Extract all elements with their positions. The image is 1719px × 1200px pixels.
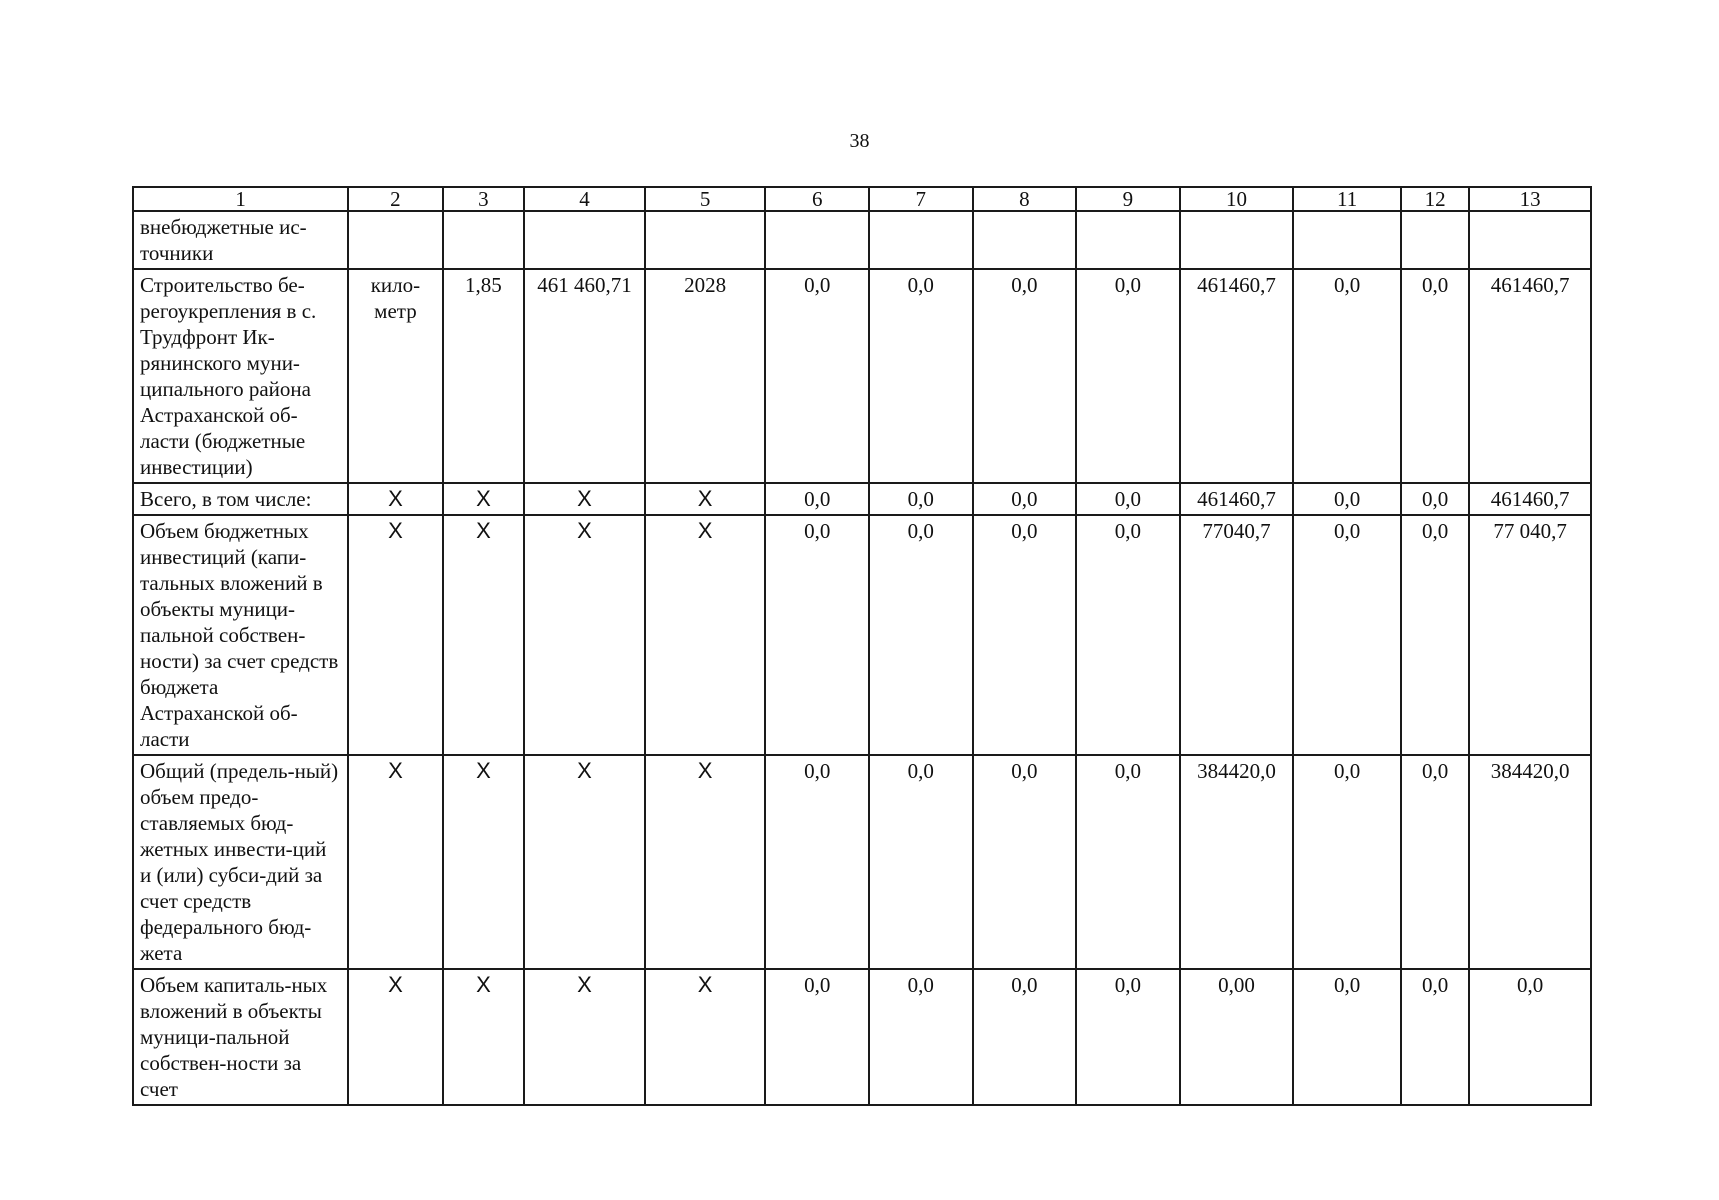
table-cell: 1,85	[443, 269, 524, 483]
table-cell: X	[443, 515, 524, 755]
column-header: 12	[1401, 187, 1469, 211]
table-cell: 0,0	[1401, 483, 1469, 515]
table-cell: X	[348, 483, 443, 515]
table-cell: 0,0	[973, 483, 1077, 515]
table-cell: 0,0	[1401, 969, 1469, 1105]
table-cell: X	[524, 483, 645, 515]
table-cell: 0,0	[1293, 483, 1401, 515]
table-cell	[1293, 211, 1401, 269]
table-cell: X	[524, 515, 645, 755]
row-label: Объем бюджетных инвестиций (капи-тальных вложений в объекты муници-пальной собствен-ности) за счет средств бюджета Астраханской об-ласти	[133, 515, 348, 755]
table-row	[133, 755, 1591, 969]
table-cell: 384420,0	[1469, 755, 1591, 969]
table-cell: 2028	[645, 269, 766, 483]
column-header: 11	[1293, 187, 1401, 211]
column-number-row	[133, 187, 1591, 211]
table-cell: 0,0	[1469, 969, 1591, 1105]
table-cell: 0,0	[1076, 755, 1180, 969]
table-cell: 0,0	[765, 483, 869, 515]
table-cell: кило-метр	[348, 269, 443, 483]
column-header: 9	[1076, 187, 1180, 211]
table-cell: 0,0	[765, 269, 869, 483]
table-cell: 461 460,71	[524, 269, 645, 483]
table-cell	[1180, 211, 1294, 269]
budget-table	[132, 186, 1592, 1106]
table-row	[133, 515, 1591, 755]
table-cell	[973, 211, 1077, 269]
column-header: 10	[1180, 187, 1294, 211]
table-cell: 0,0	[869, 483, 973, 515]
table-cell: 0,00	[1180, 969, 1294, 1105]
table-cell	[1076, 211, 1180, 269]
table-cell: 0,0	[1293, 269, 1401, 483]
table-cell	[348, 211, 443, 269]
table-cell: X	[348, 969, 443, 1105]
table-row	[133, 211, 1591, 269]
table-cell: X	[645, 515, 766, 755]
table-cell: 0,0	[765, 755, 869, 969]
row-label: Всего, в том числе:	[133, 483, 348, 515]
table-cell: 0,0	[1293, 515, 1401, 755]
table-cell: 0,0	[869, 269, 973, 483]
table-cell: 0,0	[869, 515, 973, 755]
table-cell: 0,0	[973, 969, 1077, 1105]
column-header: 4	[524, 187, 645, 211]
table-cell: X	[524, 755, 645, 969]
table-cell	[524, 211, 645, 269]
table-cell	[443, 211, 524, 269]
table-cell: 77040,7	[1180, 515, 1294, 755]
column-header: 8	[973, 187, 1077, 211]
column-header: 1	[133, 187, 348, 211]
table-cell	[869, 211, 973, 269]
table-cell	[1401, 211, 1469, 269]
table-cell: 0,0	[973, 755, 1077, 969]
column-header: 2	[348, 187, 443, 211]
table-cell: X	[443, 755, 524, 969]
table-cell: 0,0	[1401, 755, 1469, 969]
table-row	[133, 969, 1591, 1105]
row-label: внебюджетные ис-точники	[133, 211, 348, 269]
table-cell: 0,0	[1293, 969, 1401, 1105]
row-label: Строительство бе-регоукрепления в с. Трудфронт Ик-рянинского муни-ципального района Астраханской об-ласти (бюджетные инвестиции)	[133, 269, 348, 483]
table-cell: 461460,7	[1469, 483, 1591, 515]
table-cell: 0,0	[765, 515, 869, 755]
table-cell: 0,0	[869, 969, 973, 1105]
table-cell: X	[645, 755, 766, 969]
table-cell: 0,0	[1076, 483, 1180, 515]
table-cell: 461460,7	[1180, 483, 1294, 515]
page-number: 38	[849, 130, 870, 152]
table-cell: 461460,7	[1180, 269, 1294, 483]
table-cell: 461460,7	[1469, 269, 1591, 483]
table-row	[133, 269, 1591, 483]
table-cell: 0,0	[1076, 269, 1180, 483]
table-cell: X	[524, 969, 645, 1105]
table-cell	[765, 211, 869, 269]
table-cell: X	[645, 969, 766, 1105]
table-cell: 0,0	[1401, 515, 1469, 755]
column-header: 5	[645, 187, 766, 211]
table-cell: 0,0	[869, 755, 973, 969]
row-label: Общий (предель-ный) объем предо-ставляемых бюд-жетных инвести-ций и (или) субси-дий за счет средств федерального бюд-жета	[133, 755, 348, 969]
column-header: 13	[1469, 187, 1591, 211]
table-cell: 0,0	[765, 969, 869, 1105]
table-cell	[1469, 211, 1591, 269]
table-cell: 77 040,7	[1469, 515, 1591, 755]
table-cell: 0,0	[973, 515, 1077, 755]
table-cell: X	[348, 755, 443, 969]
row-label: Объем капиталь-ных вложений в объекты муници-пальной собствен-ности за счет	[133, 969, 348, 1105]
table-cell: 0,0	[1293, 755, 1401, 969]
column-header: 3	[443, 187, 524, 211]
table-cell: 384420,0	[1180, 755, 1294, 969]
table-cell: 0,0	[1076, 515, 1180, 755]
table-cell: X	[443, 969, 524, 1105]
column-header: 6	[765, 187, 869, 211]
table-cell: X	[348, 515, 443, 755]
table-cell: X	[443, 483, 524, 515]
table-row	[133, 483, 1591, 515]
column-header: 7	[869, 187, 973, 211]
table-cell: 0,0	[1076, 969, 1180, 1105]
table-cell: 0,0	[973, 269, 1077, 483]
table-cell	[645, 211, 766, 269]
table-cell: 0,0	[1401, 269, 1469, 483]
table-cell: X	[645, 483, 766, 515]
